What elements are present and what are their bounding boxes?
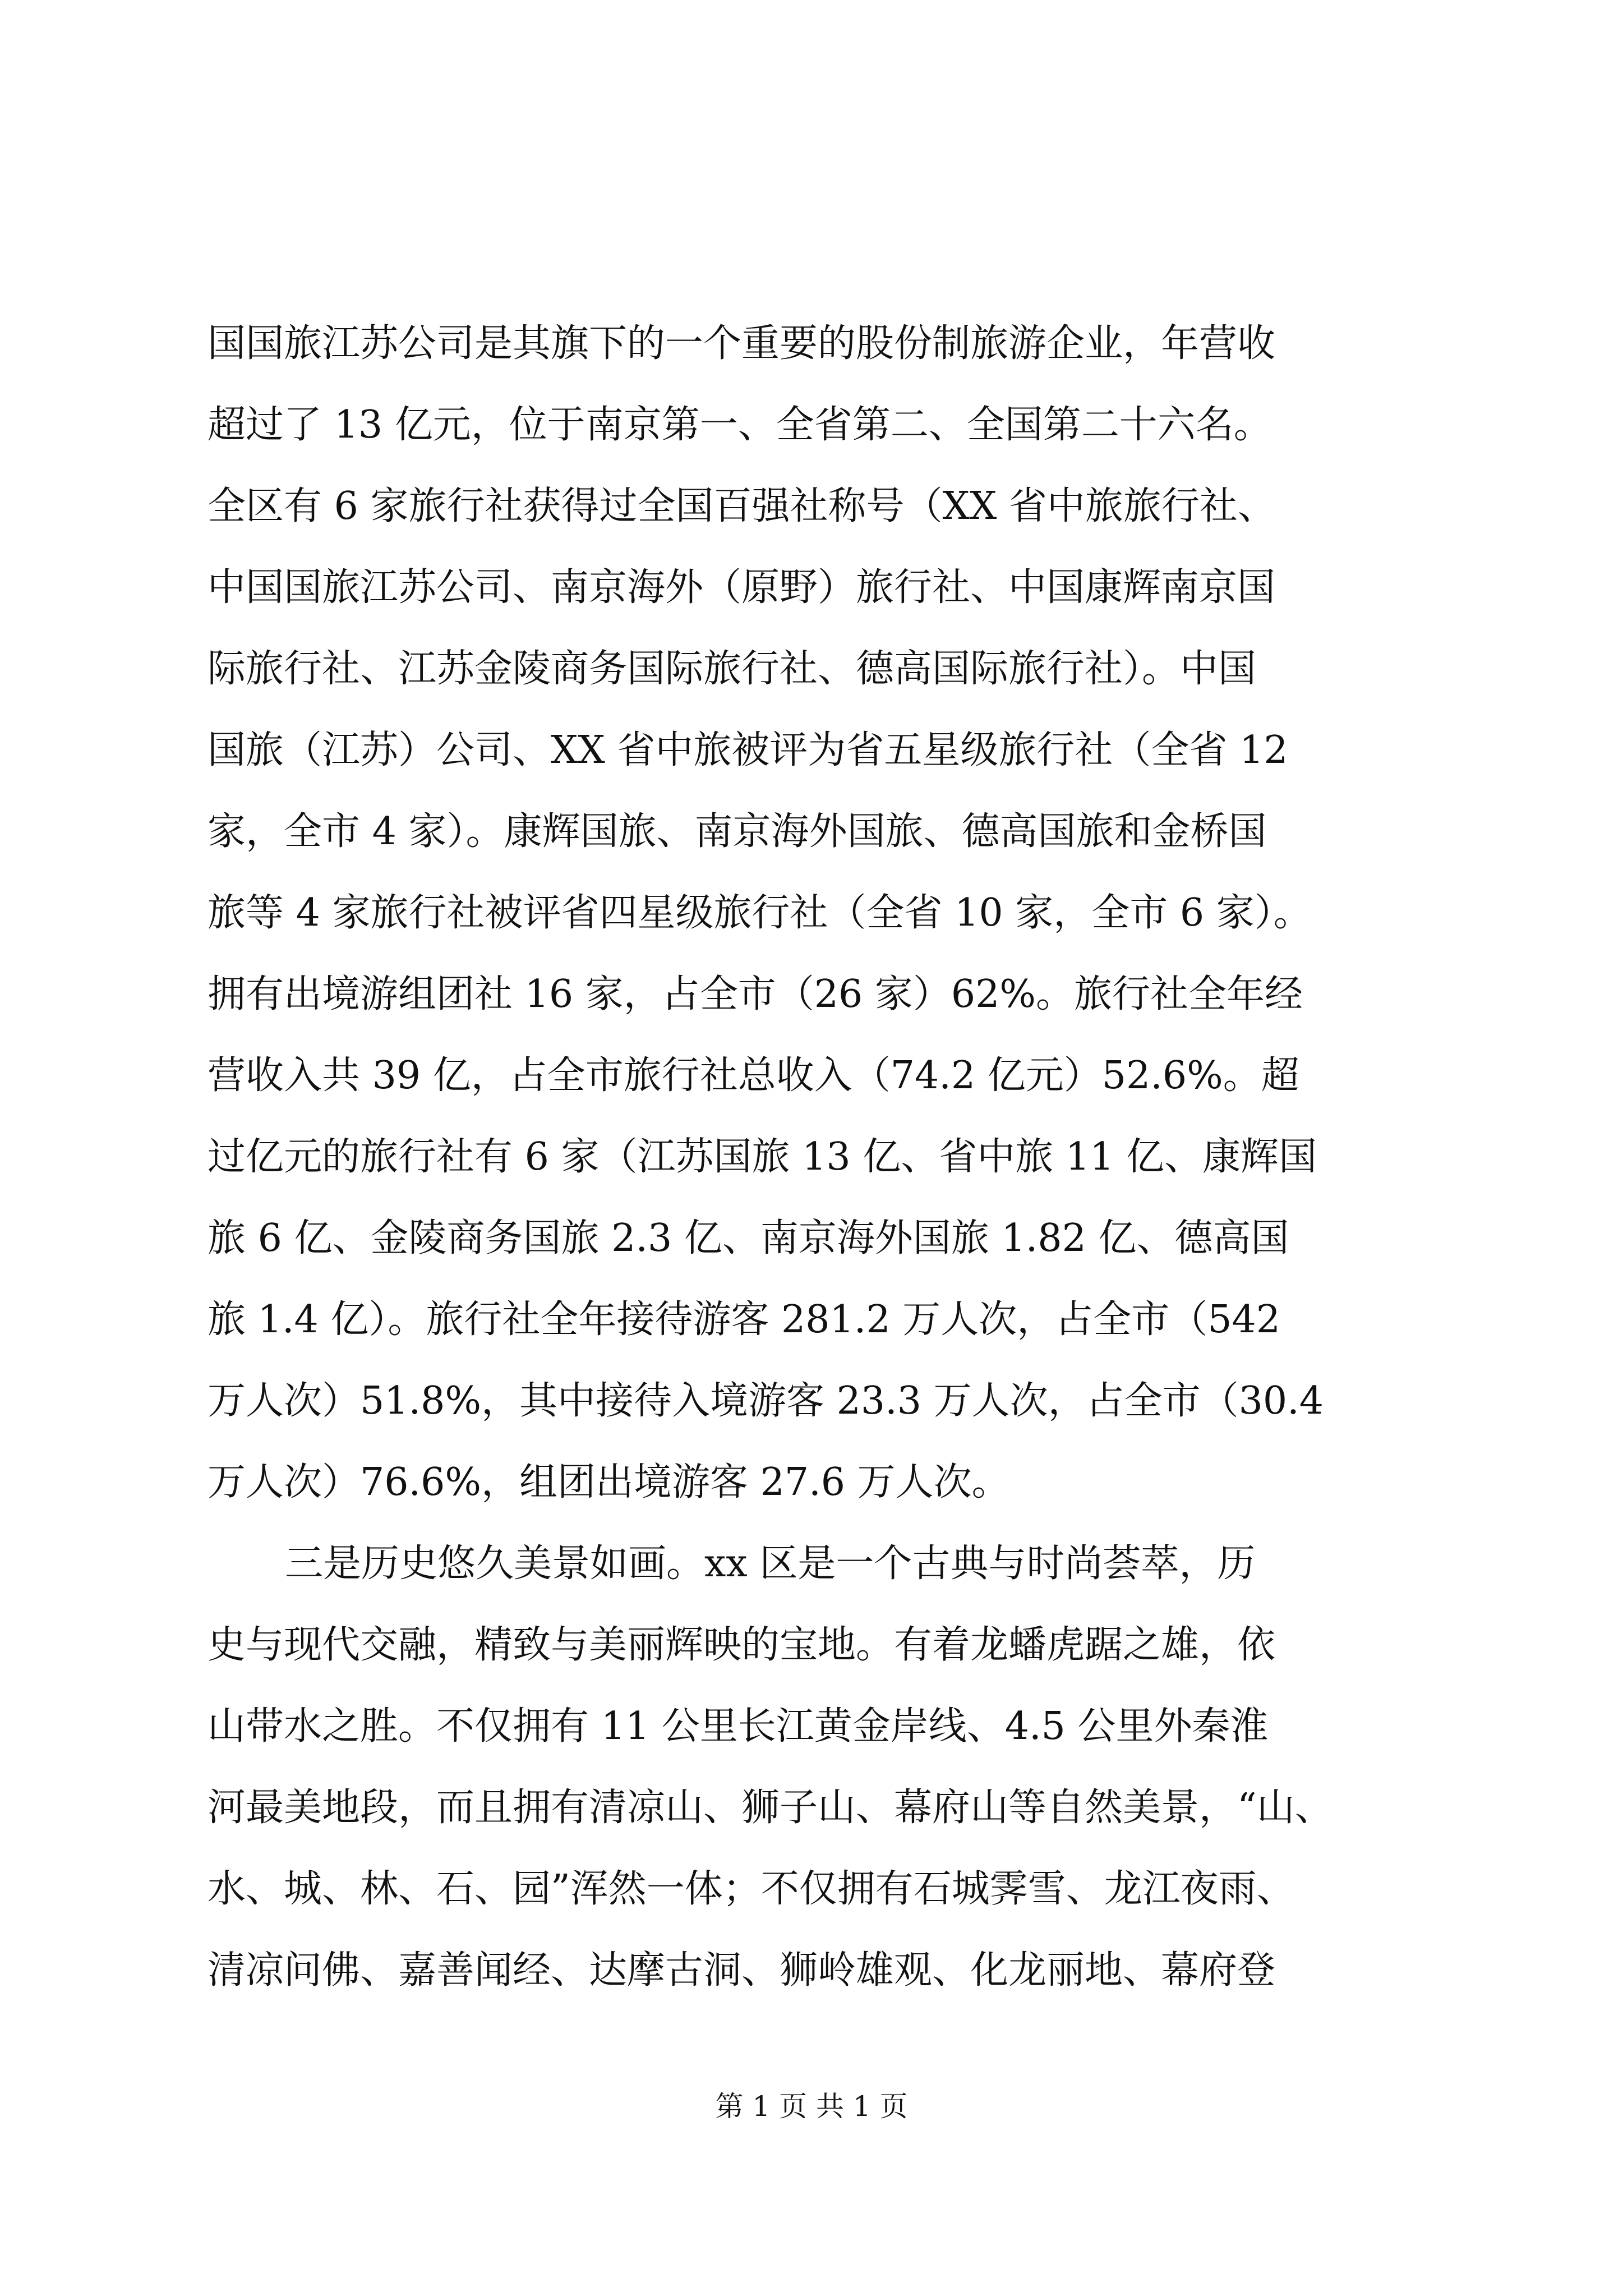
paragraph-start-line: 三是历史悠久美景如画。xx 区是一个古典与时尚荟萃，历 bbox=[285, 1542, 1256, 1586]
text-line: 万人次）51.8%，其中接待入境游客 23.3 万人次，占全市（30.4 bbox=[208, 1379, 1324, 1423]
text-line: 国国旅江苏公司是其旗下的一个重要的股份制旅游企业，年营收 bbox=[208, 321, 1276, 366]
text-line: 家，全市 4 家）。康辉国旅、南京海外国旅、德高国旅和金桥国 bbox=[208, 809, 1267, 854]
text-line: 际旅行社、江苏金陵商务国际旅行社、德高国际旅行社）。中国 bbox=[208, 647, 1257, 691]
text-line: 万人次）76.6%，组团出境游客 27.6 万人次。 bbox=[208, 1460, 1010, 1504]
text-line: 清凉问佛、嘉善闻经、达摩古洞、狮岭雄观、化龙丽地、幕府登 bbox=[208, 1948, 1276, 1993]
text-line: 山带水之胜。不仅拥有 11 公里长江黄金岸线、4.5 公里外秦淮 bbox=[208, 1704, 1269, 1749]
text-line: 河最美地段，而且拥有清凉山、狮子山、幕府山等自然美景，“山、 bbox=[208, 1786, 1333, 1830]
text-line: 旅等 4 家旅行社被评省四星级旅行社（全省 10 家，全市 6 家）。 bbox=[208, 891, 1312, 935]
text-line: 过亿元的旅行社有 6 家（江苏国旅 13 亿、省中旅 11 亿、康辉国 bbox=[208, 1135, 1317, 1179]
text-line: 国旅（江苏）公司、XX 省中旅被评为省五星级旅行社（全省 12 bbox=[208, 728, 1288, 772]
document-body bbox=[208, 303, 1422, 2011]
text-line: 旅 6 亿、金陵商务国旅 2.3 亿、南京海外国旅 1.82 亿、德高国 bbox=[208, 1216, 1289, 1260]
text-line: 旅 1.4 亿）。旅行社全年接待游客 281.2 万人次，占全市（542 bbox=[208, 1297, 1281, 1342]
text-line: 水、城、林、石、园”浑然一体；不仅拥有石城霁雪、龙江夜雨、 bbox=[208, 1867, 1295, 1911]
text-line: 拥有出境游组团社 16 家，占全市（26 家）62%。旅行社全年经 bbox=[208, 972, 1303, 1016]
text-line: 史与现代交融，精致与美丽辉映的宝地。有着龙蟠虎踞之雄，依 bbox=[208, 1623, 1276, 1667]
text-line: 超过了 13 亿元，位于南京第一、全省第二、全国第二十六名。 bbox=[208, 403, 1272, 447]
text-line: 全区有 6 家旅行社获得过全国百强社称号（XX 省中旅旅行社、 bbox=[208, 484, 1276, 528]
text-line: 中国国旅江苏公司、南京海外（原野）旅行社、中国康辉南京国 bbox=[208, 565, 1276, 610]
text-line: 营收入共 39 亿，占全市旅行社总收入（74.2 亿元）52.6%。超 bbox=[208, 1053, 1299, 1098]
page-footer: 第 1 页 共 1 页 bbox=[715, 2090, 908, 2123]
